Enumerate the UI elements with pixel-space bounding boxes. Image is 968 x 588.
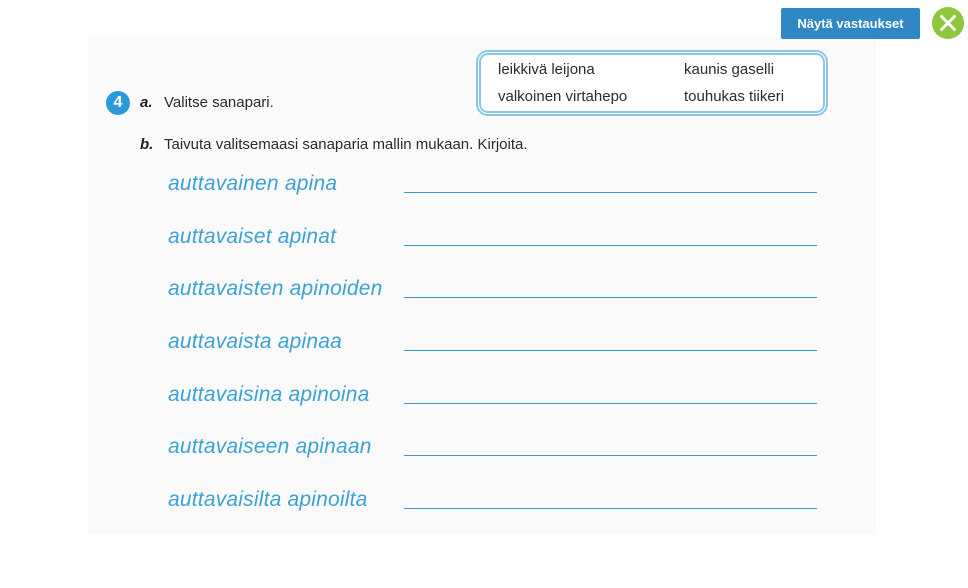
model-text: auttavaisina apinoina bbox=[168, 382, 370, 406]
answer-row bbox=[168, 225, 818, 278]
exercise-number-badge: 4 bbox=[106, 91, 130, 115]
model-text: auttavaisten apinoiden bbox=[168, 277, 383, 301]
part-b-instruction: Taivuta valitsemaasi sanaparia mallin mukaan. Kirjoita. bbox=[164, 136, 528, 153]
answer-rows bbox=[168, 172, 818, 541]
part-b-marker: b. bbox=[140, 136, 154, 153]
word-pair: valkoinen virtahepo bbox=[498, 88, 628, 105]
answer-input[interactable] bbox=[404, 172, 817, 193]
answer-row bbox=[168, 488, 818, 541]
part-a-instruction: Valitse sanapari. bbox=[164, 94, 274, 111]
model-text: auttavaisilta apinoilta bbox=[168, 487, 368, 511]
word-pair: kaunis gaselli bbox=[684, 61, 775, 78]
answer-input[interactable] bbox=[404, 330, 817, 351]
answer-input[interactable] bbox=[404, 383, 817, 404]
answer-row bbox=[168, 277, 818, 330]
answer-input[interactable] bbox=[404, 435, 817, 456]
model-text: auttavaista apinaa bbox=[168, 329, 343, 353]
part-a-marker: a. bbox=[140, 94, 153, 111]
answer-row bbox=[168, 172, 818, 225]
model-text: auttavainen apina bbox=[168, 172, 338, 195]
answer-input[interactable] bbox=[404, 277, 817, 298]
word-pair-box bbox=[476, 50, 828, 116]
word-pair: touhukas tiikeri bbox=[684, 88, 785, 105]
close-icon bbox=[932, 7, 964, 39]
show-answers-button[interactable]: Näytä vastaukset bbox=[781, 8, 920, 39]
model-text: auttavaiset apinat bbox=[168, 224, 337, 248]
answer-row bbox=[168, 330, 818, 383]
answer-row bbox=[168, 435, 818, 488]
answer-input[interactable] bbox=[404, 225, 817, 246]
answer-input[interactable] bbox=[404, 488, 817, 509]
answer-row bbox=[168, 383, 818, 436]
word-pair: leikkivä leijona bbox=[498, 61, 595, 78]
close-button[interactable] bbox=[932, 7, 964, 39]
model-text: auttavaiseen apinaan bbox=[168, 435, 372, 459]
